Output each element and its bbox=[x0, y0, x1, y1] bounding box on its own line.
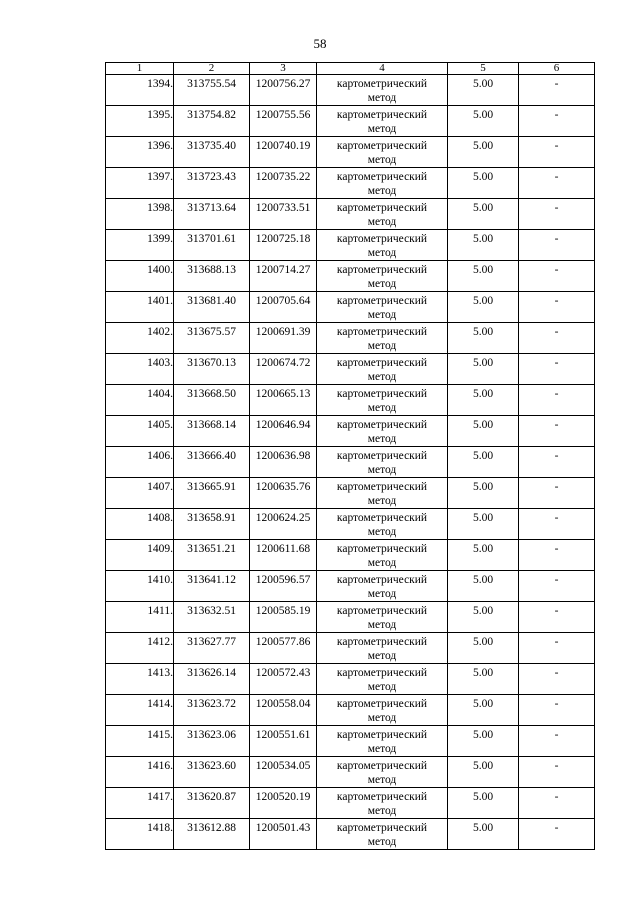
note-cell: - bbox=[519, 602, 595, 633]
method-line-2: метод bbox=[367, 340, 397, 352]
method-cell bbox=[317, 292, 448, 323]
header-cell-2: 2 bbox=[174, 63, 250, 75]
header-cell-3: 3 bbox=[250, 63, 317, 75]
y-coordinate-cell: 1200611.68 bbox=[250, 540, 317, 571]
method-cell bbox=[317, 571, 448, 602]
method-cell bbox=[317, 695, 448, 726]
x-coordinate-cell: 313651.21 bbox=[174, 540, 250, 571]
table-row bbox=[106, 726, 595, 757]
x-coordinate-cell: 313668.14 bbox=[174, 416, 250, 447]
accuracy-cell: 5.00 bbox=[448, 726, 519, 757]
accuracy-cell: 5.00 bbox=[448, 571, 519, 602]
method-line-1: картометрический bbox=[336, 171, 428, 183]
table-row bbox=[106, 416, 595, 447]
x-coordinate-cell: 313658.91 bbox=[174, 509, 250, 540]
method-line-1: картометрический bbox=[336, 388, 428, 400]
header-cell-4: 4 bbox=[317, 63, 448, 75]
note-cell: - bbox=[519, 478, 595, 509]
point-number-cell: 1405. bbox=[106, 416, 174, 447]
accuracy-cell: 5.00 bbox=[448, 106, 519, 137]
table-row bbox=[106, 602, 595, 633]
note-cell: - bbox=[519, 819, 595, 850]
note-cell: - bbox=[519, 385, 595, 416]
method-cell bbox=[317, 509, 448, 540]
x-coordinate-cell: 313627.77 bbox=[174, 633, 250, 664]
table-row bbox=[106, 323, 595, 354]
table-row bbox=[106, 788, 595, 819]
table-row bbox=[106, 261, 595, 292]
method-line-1: картометрический bbox=[336, 109, 428, 121]
x-coordinate-cell: 313623.60 bbox=[174, 757, 250, 788]
header-cell-6: 6 bbox=[519, 63, 595, 75]
x-coordinate-cell: 313668.50 bbox=[174, 385, 250, 416]
method-line-1: картометрический bbox=[336, 264, 428, 276]
method-line-1: картометрический bbox=[336, 822, 428, 834]
y-coordinate-cell: 1200714.27 bbox=[250, 261, 317, 292]
method-line-2: метод bbox=[367, 433, 397, 445]
point-number-cell: 1412. bbox=[106, 633, 174, 664]
accuracy-cell: 5.00 bbox=[448, 354, 519, 385]
point-number-cell: 1409. bbox=[106, 540, 174, 571]
accuracy-cell: 5.00 bbox=[448, 323, 519, 354]
method-line-2: метод bbox=[367, 371, 397, 383]
point-number-cell: 1410. bbox=[106, 571, 174, 602]
accuracy-cell: 5.00 bbox=[448, 261, 519, 292]
method-line-1: картометрический bbox=[336, 202, 428, 214]
method-line-2: метод bbox=[367, 402, 397, 414]
x-coordinate-cell: 313626.14 bbox=[174, 664, 250, 695]
accuracy-cell: 5.00 bbox=[448, 292, 519, 323]
note-cell: - bbox=[519, 726, 595, 757]
method-cell bbox=[317, 788, 448, 819]
y-coordinate-cell: 1200635.76 bbox=[250, 478, 317, 509]
method-line-1: картометрический bbox=[336, 543, 428, 555]
method-cell bbox=[317, 199, 448, 230]
point-number-cell: 1417. bbox=[106, 788, 174, 819]
table-row bbox=[106, 385, 595, 416]
method-line-1: картометрический bbox=[336, 450, 428, 462]
accuracy-cell: 5.00 bbox=[448, 633, 519, 664]
method-line-2: метод bbox=[367, 216, 397, 228]
point-number-cell: 1411. bbox=[106, 602, 174, 633]
x-coordinate-cell: 313755.54 bbox=[174, 75, 250, 106]
point-number-cell: 1416. bbox=[106, 757, 174, 788]
method-cell bbox=[317, 137, 448, 168]
method-line-1: картометрический bbox=[336, 729, 428, 741]
note-cell: - bbox=[519, 788, 595, 819]
point-number-cell: 1396. bbox=[106, 137, 174, 168]
note-cell: - bbox=[519, 261, 595, 292]
x-coordinate-cell: 313623.72 bbox=[174, 695, 250, 726]
method-line-1: картометрический bbox=[336, 78, 428, 90]
header-cell-5: 5 bbox=[448, 63, 519, 75]
point-number-cell: 1415. bbox=[106, 726, 174, 757]
note-cell: - bbox=[519, 447, 595, 478]
note-cell: - bbox=[519, 292, 595, 323]
method-line-2: метод bbox=[367, 464, 397, 476]
table-row bbox=[106, 137, 595, 168]
accuracy-cell: 5.00 bbox=[448, 695, 519, 726]
table-row bbox=[106, 106, 595, 137]
y-coordinate-cell: 1200674.72 bbox=[250, 354, 317, 385]
note-cell: - bbox=[519, 75, 595, 106]
method-line-2: метод bbox=[367, 495, 397, 507]
page-number: 58 bbox=[313, 36, 327, 51]
table-row bbox=[106, 757, 595, 788]
method-line-1: картометрический bbox=[336, 481, 428, 493]
point-number-cell: 1400. bbox=[106, 261, 174, 292]
method-cell bbox=[317, 447, 448, 478]
note-cell: - bbox=[519, 664, 595, 695]
method-line-2: метод bbox=[367, 805, 397, 817]
accuracy-cell: 5.00 bbox=[448, 509, 519, 540]
point-number-cell: 1397. bbox=[106, 168, 174, 199]
x-coordinate-cell: 313681.40 bbox=[174, 292, 250, 323]
method-cell bbox=[317, 664, 448, 695]
y-coordinate-cell: 1200646.94 bbox=[250, 416, 317, 447]
point-number-cell: 1408. bbox=[106, 509, 174, 540]
note-cell: - bbox=[519, 168, 595, 199]
note-cell: - bbox=[519, 695, 595, 726]
x-coordinate-cell: 313623.06 bbox=[174, 726, 250, 757]
method-line-2: метод bbox=[367, 247, 397, 259]
method-line-2: метод bbox=[367, 619, 397, 631]
y-coordinate-cell: 1200572.43 bbox=[250, 664, 317, 695]
x-coordinate-cell: 313612.88 bbox=[174, 819, 250, 850]
method-line-2: метод bbox=[367, 743, 397, 755]
method-cell bbox=[317, 354, 448, 385]
x-coordinate-cell: 313701.61 bbox=[174, 230, 250, 261]
x-coordinate-cell: 313641.12 bbox=[174, 571, 250, 602]
table-row bbox=[106, 478, 595, 509]
x-coordinate-cell: 313723.43 bbox=[174, 168, 250, 199]
accuracy-cell: 5.00 bbox=[448, 230, 519, 261]
y-coordinate-cell: 1200725.18 bbox=[250, 230, 317, 261]
table-row bbox=[106, 75, 595, 106]
x-coordinate-cell: 313665.91 bbox=[174, 478, 250, 509]
note-cell: - bbox=[519, 571, 595, 602]
table-row bbox=[106, 230, 595, 261]
x-coordinate-cell: 313675.57 bbox=[174, 323, 250, 354]
x-coordinate-cell: 313688.13 bbox=[174, 261, 250, 292]
method-line-2: метод bbox=[367, 681, 397, 693]
method-line-1: картометрический bbox=[336, 791, 428, 803]
method-line-1: картометрический bbox=[336, 512, 428, 524]
method-line-2: метод bbox=[367, 774, 397, 786]
x-coordinate-cell: 313632.51 bbox=[174, 602, 250, 633]
note-cell: - bbox=[519, 230, 595, 261]
y-coordinate-cell: 1200534.05 bbox=[250, 757, 317, 788]
x-coordinate-cell: 313735.40 bbox=[174, 137, 250, 168]
accuracy-cell: 5.00 bbox=[448, 447, 519, 478]
method-line-2: метод bbox=[367, 154, 397, 166]
accuracy-cell: 5.00 bbox=[448, 137, 519, 168]
method-line-1: картометрический bbox=[336, 295, 428, 307]
method-line-2: метод bbox=[367, 557, 397, 569]
table-row bbox=[106, 354, 595, 385]
method-line-1: картометрический bbox=[336, 667, 428, 679]
note-cell: - bbox=[519, 354, 595, 385]
point-number-cell: 1403. bbox=[106, 354, 174, 385]
method-cell bbox=[317, 385, 448, 416]
accuracy-cell: 5.00 bbox=[448, 540, 519, 571]
y-coordinate-cell: 1200558.04 bbox=[250, 695, 317, 726]
table-row bbox=[106, 695, 595, 726]
method-cell bbox=[317, 416, 448, 447]
method-line-1: картометрический bbox=[336, 357, 428, 369]
method-line-1: картометрический bbox=[336, 233, 428, 245]
y-coordinate-cell: 1200520.19 bbox=[250, 788, 317, 819]
table-row bbox=[106, 292, 595, 323]
table-row bbox=[106, 199, 595, 230]
point-number-cell: 1414. bbox=[106, 695, 174, 726]
y-coordinate-cell: 1200740.19 bbox=[250, 137, 317, 168]
x-coordinate-cell: 313620.87 bbox=[174, 788, 250, 819]
coordinates-table bbox=[105, 62, 595, 850]
note-cell: - bbox=[519, 137, 595, 168]
accuracy-cell: 5.00 bbox=[448, 75, 519, 106]
method-line-1: картометрический bbox=[336, 760, 428, 772]
point-number-cell: 1413. bbox=[106, 664, 174, 695]
method-cell bbox=[317, 633, 448, 664]
y-coordinate-cell: 1200624.25 bbox=[250, 509, 317, 540]
accuracy-cell: 5.00 bbox=[448, 757, 519, 788]
point-number-cell: 1394. bbox=[106, 75, 174, 106]
method-cell bbox=[317, 230, 448, 261]
method-cell bbox=[317, 323, 448, 354]
method-line-2: метод bbox=[367, 650, 397, 662]
method-cell bbox=[317, 106, 448, 137]
method-line-2: метод bbox=[367, 278, 397, 290]
note-cell: - bbox=[519, 323, 595, 354]
method-line-1: картометрический bbox=[336, 605, 428, 617]
header-row bbox=[106, 63, 595, 75]
method-line-2: метод bbox=[367, 123, 397, 135]
accuracy-cell: 5.00 bbox=[448, 199, 519, 230]
y-coordinate-cell: 1200636.98 bbox=[250, 447, 317, 478]
note-cell: - bbox=[519, 106, 595, 137]
method-cell bbox=[317, 168, 448, 199]
point-number-cell: 1398. bbox=[106, 199, 174, 230]
method-cell bbox=[317, 75, 448, 106]
method-line-1: картометрический bbox=[336, 419, 428, 431]
y-coordinate-cell: 1200733.51 bbox=[250, 199, 317, 230]
method-cell bbox=[317, 819, 448, 850]
method-cell bbox=[317, 726, 448, 757]
y-coordinate-cell: 1200665.13 bbox=[250, 385, 317, 416]
point-number-cell: 1399. bbox=[106, 230, 174, 261]
method-line-2: метод bbox=[367, 588, 397, 600]
method-line-2: метод bbox=[367, 309, 397, 321]
y-coordinate-cell: 1200735.22 bbox=[250, 168, 317, 199]
accuracy-cell: 5.00 bbox=[448, 819, 519, 850]
point-number-cell: 1407. bbox=[106, 478, 174, 509]
method-line-1: картометрический bbox=[336, 698, 428, 710]
accuracy-cell: 5.00 bbox=[448, 788, 519, 819]
method-line-2: метод bbox=[367, 92, 397, 104]
table-row bbox=[106, 540, 595, 571]
table-row bbox=[106, 819, 595, 850]
point-number-cell: 1401. bbox=[106, 292, 174, 323]
note-cell: - bbox=[519, 633, 595, 664]
method-line-2: метод bbox=[367, 712, 397, 724]
method-cell bbox=[317, 757, 448, 788]
point-number-cell: 1402. bbox=[106, 323, 174, 354]
accuracy-cell: 5.00 bbox=[448, 664, 519, 695]
y-coordinate-cell: 1200577.86 bbox=[250, 633, 317, 664]
method-line-1: картометрический bbox=[336, 140, 428, 152]
accuracy-cell: 5.00 bbox=[448, 385, 519, 416]
method-line-1: картометрический bbox=[336, 574, 428, 586]
accuracy-cell: 5.00 bbox=[448, 416, 519, 447]
method-line-1: картометрический bbox=[336, 326, 428, 338]
table-row bbox=[106, 664, 595, 695]
note-cell: - bbox=[519, 540, 595, 571]
method-cell bbox=[317, 540, 448, 571]
x-coordinate-cell: 313670.13 bbox=[174, 354, 250, 385]
y-coordinate-cell: 1200596.57 bbox=[250, 571, 317, 602]
x-coordinate-cell: 313713.64 bbox=[174, 199, 250, 230]
note-cell: - bbox=[519, 199, 595, 230]
table-row bbox=[106, 447, 595, 478]
accuracy-cell: 5.00 bbox=[448, 168, 519, 199]
point-number-cell: 1395. bbox=[106, 106, 174, 137]
table-row bbox=[106, 571, 595, 602]
note-cell: - bbox=[519, 757, 595, 788]
method-line-1: картометрический bbox=[336, 636, 428, 648]
point-number-cell: 1406. bbox=[106, 447, 174, 478]
y-coordinate-cell: 1200585.19 bbox=[250, 602, 317, 633]
y-coordinate-cell: 1200756.27 bbox=[250, 75, 317, 106]
method-cell bbox=[317, 602, 448, 633]
y-coordinate-cell: 1200691.39 bbox=[250, 323, 317, 354]
method-cell bbox=[317, 261, 448, 292]
method-cell bbox=[317, 478, 448, 509]
method-line-2: метод bbox=[367, 185, 397, 197]
note-cell: - bbox=[519, 416, 595, 447]
table-row bbox=[106, 168, 595, 199]
point-number-cell: 1404. bbox=[106, 385, 174, 416]
header-cell-1: 1 bbox=[106, 63, 174, 75]
point-number-cell: 1418. bbox=[106, 819, 174, 850]
note-cell: - bbox=[519, 509, 595, 540]
y-coordinate-cell: 1200755.56 bbox=[250, 106, 317, 137]
accuracy-cell: 5.00 bbox=[448, 478, 519, 509]
y-coordinate-cell: 1200501.43 bbox=[250, 819, 317, 850]
table-row bbox=[106, 509, 595, 540]
table-row bbox=[106, 633, 595, 664]
x-coordinate-cell: 313666.40 bbox=[174, 447, 250, 478]
method-line-2: метод bbox=[367, 526, 397, 538]
y-coordinate-cell: 1200705.64 bbox=[250, 292, 317, 323]
method-line-2: метод bbox=[367, 836, 397, 848]
y-coordinate-cell: 1200551.61 bbox=[250, 726, 317, 757]
accuracy-cell: 5.00 bbox=[448, 602, 519, 633]
table-body bbox=[106, 75, 595, 850]
x-coordinate-cell: 313754.82 bbox=[174, 106, 250, 137]
